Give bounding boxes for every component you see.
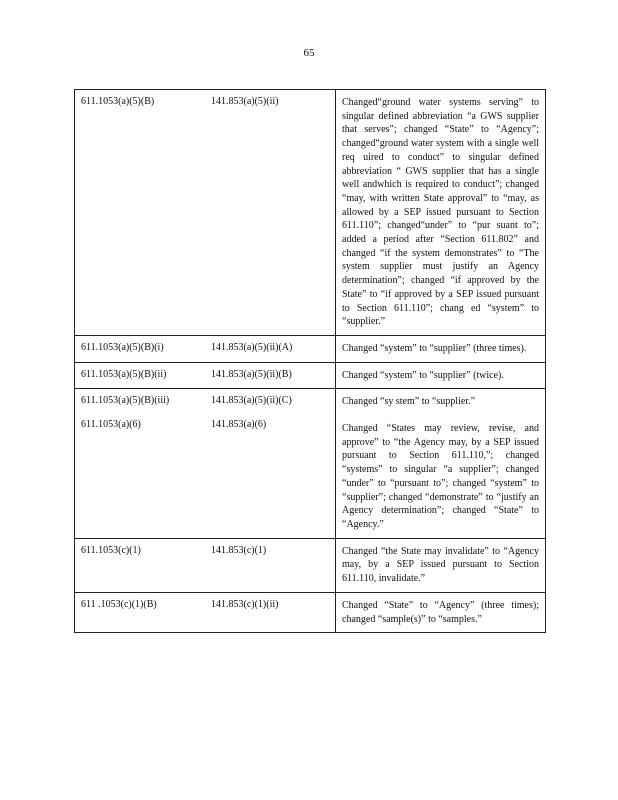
federal-section-cell — [205, 389, 336, 538]
federal-section-cell — [205, 538, 336, 592]
state-section: 611.1053(a)(5)(B) — [81, 96, 155, 107]
state-section: 611.1053(a)(5)(B)(ii) — [81, 368, 167, 380]
table-row — [75, 538, 546, 592]
change-description-cell — [336, 592, 546, 632]
federal-section: 141.853(a)(5)(ii)(C) — [211, 395, 292, 407]
federal-section-cell — [205, 362, 336, 389]
table-row — [75, 362, 546, 389]
change-description: Changed “sy stem” to “supplier.” — [342, 396, 476, 408]
change-description: Changed “States may review, revise, and approve” to “the Agency may, by a SEP issued pursuant to Section 611.110,”; changed “systems” to singular “a supplier”; changed “under” to “pursuant to”; changed “system” to “supplier”; changed “demonstrate” to “justify an Agency determination”; changed “State” to “Agency.” — [342, 423, 539, 530]
federal-section: 141.853(a)(6) — [211, 419, 267, 431]
comparison-table — [74, 89, 546, 633]
state-section: 611 .1053(c)(1)(B) — [81, 598, 157, 610]
federal-section: 141.853(a)(5)(ii)(A) — [211, 341, 293, 353]
page-number: 65 — [303, 47, 315, 59]
change-description-cell — [336, 335, 546, 362]
change-description: Changed “State” to “Agency” (three times); changed “sample(s)” to “samples.” — [342, 599, 539, 625]
table-row — [75, 592, 546, 632]
state-section: 611.1053(a)(6) — [81, 419, 141, 431]
change-description-cell — [336, 389, 546, 538]
federal-section: 141.853(a)(5)(ii)(B) — [211, 368, 292, 380]
state-section-cell — [75, 592, 206, 632]
state-section-cell — [75, 90, 206, 336]
federal-section: 141.853(c)(1) — [211, 544, 267, 556]
state-section: 611.1053(c)(1) — [81, 544, 141, 556]
state-section-cell — [75, 389, 206, 538]
table-row — [75, 335, 546, 362]
federal-section-cell — [205, 335, 336, 362]
table-row — [75, 389, 546, 538]
table-row — [75, 90, 546, 336]
change-description: Changed “the State may invalidate” to “Agency may, by a SEP issued pursuant to Section 611.110, invalidate.” — [342, 545, 539, 585]
federal-section-cell — [205, 90, 336, 336]
change-description: Changed“ground water systems serving” to singular defined abbreviation “a GWS supplier that serves”; changed “State” to “Agency”; changed“ground water system with a single well req uired to conduct” to singular defined abbreviation “ GWS supplier that has a single well andwhich is required to conduct”; changed “may, with written State approval” to “may, as allowed by a SEP issued pursuant to Section 611.110”; changed“under” to “pur suant to”; added a period after “Section 611.802” and changed “if the system demonstrates” to “The system supplier must justify an Agency determination”; changed “if approved by the State” to “if approved by a SEP issued pursuant to Section 611.110”; chang ed “system” to “supplier.” — [342, 97, 539, 328]
federal-section: 141.853(a)(5)(ii) — [211, 96, 279, 107]
change-description: Changed “system” to “supplier” (twice). — [342, 369, 504, 381]
change-description-cell — [336, 90, 546, 336]
federal-section: 141.853(c)(1)(ii) — [211, 598, 279, 610]
change-description-cell — [336, 538, 546, 592]
state-section: 611.1053(a)(5)(B)(iii) — [81, 395, 170, 407]
change-description-cell — [336, 362, 546, 389]
state-section-cell — [75, 362, 206, 389]
federal-section-cell — [205, 592, 336, 632]
state-section-cell — [75, 538, 206, 592]
change-description: Changed “system” to “supplier” (three times). — [342, 342, 527, 354]
state-section: 611.1053(a)(5)(B)(i) — [81, 341, 164, 353]
state-section-cell — [75, 335, 206, 362]
